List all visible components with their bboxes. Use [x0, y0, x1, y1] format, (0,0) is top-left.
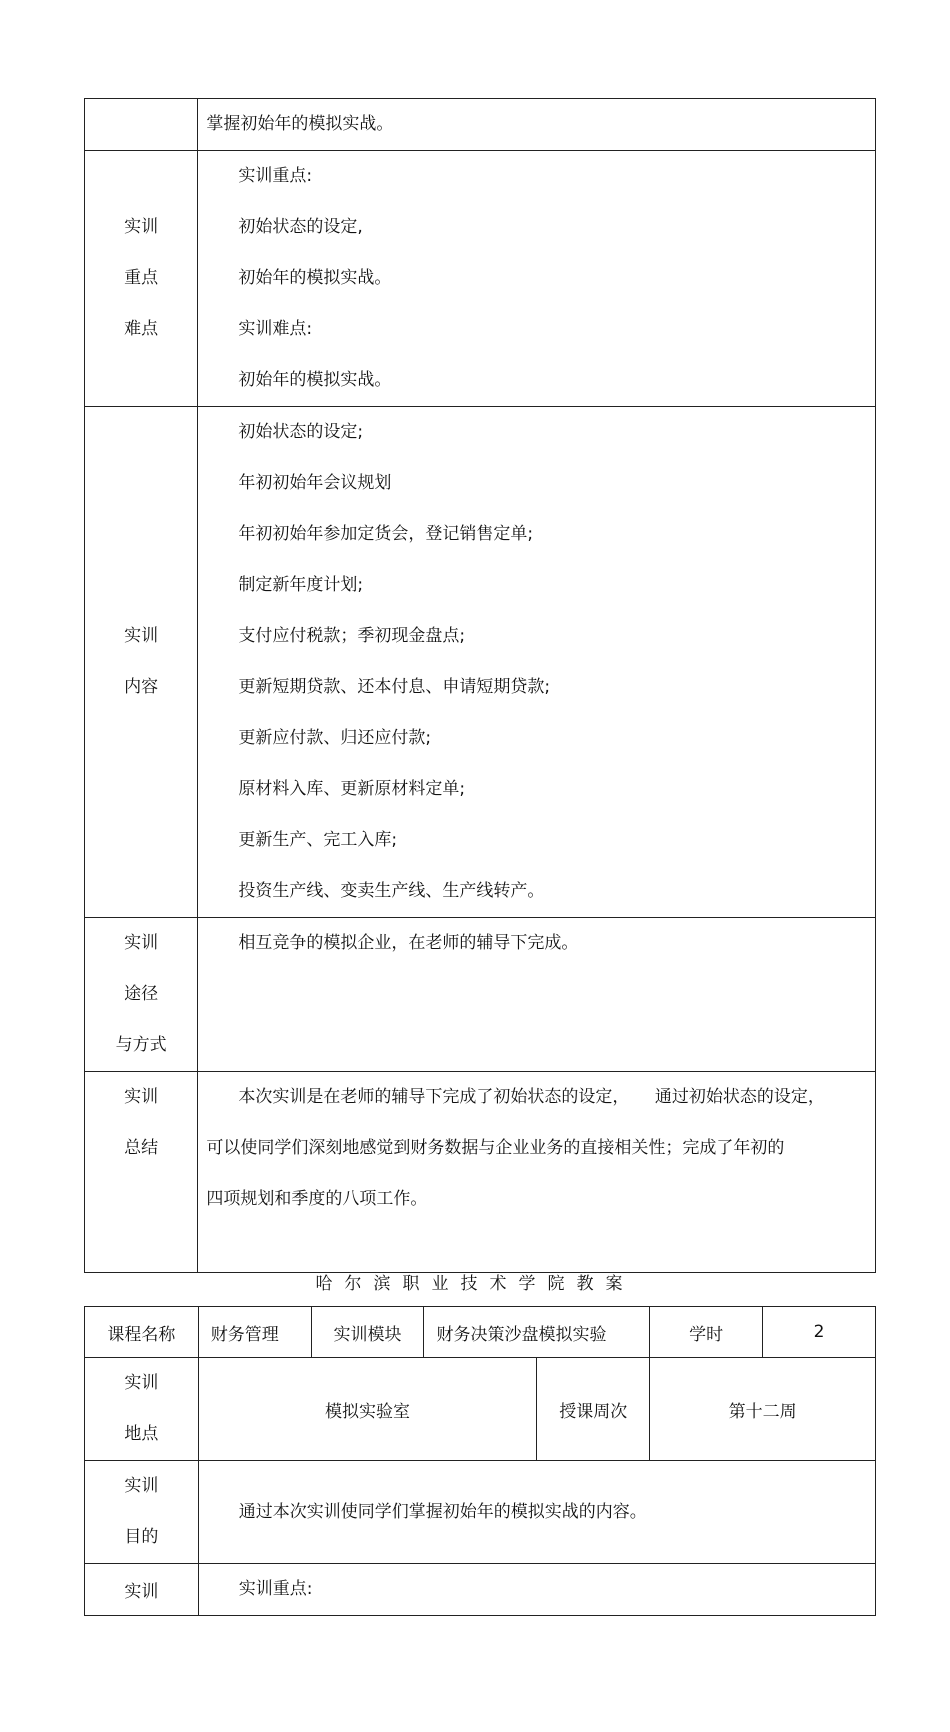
table-row: [85, 407, 876, 918]
table-row: [85, 1307, 876, 1358]
list-item: 支付应付税款；季初现金盘点;: [238, 626, 466, 646]
purpose-content: 通过本次实训使同学们掌握初始年的模拟实战的内容。: [198, 1461, 875, 1564]
method-label: 实训 途径 与方式: [85, 918, 198, 1072]
empty-label-cell: [85, 99, 198, 151]
list-item: 初始状态的设定;: [238, 422, 364, 442]
table-row: [85, 99, 876, 151]
list-item: 更新短期贷款、还本付息、申请短期贷款;: [238, 677, 551, 697]
lesson-plan-table: [84, 1306, 876, 1616]
summary-label: 实训 总结: [85, 1072, 198, 1273]
school-title: 哈尔滨职业技术学院教案: [315, 1274, 635, 1294]
hours-value: 2: [763, 1307, 876, 1358]
key-points-content: 实训重点: 初始状态的设定, 初始年的模拟实战。 实训难点: 初始年的模拟实战。: [198, 151, 876, 407]
list-item: 原材料入库、更新原材料定单;: [238, 779, 466, 799]
module-label: 实训模块: [311, 1307, 424, 1358]
list-item: 更新应付款、归还应付款;: [238, 728, 432, 748]
method-content: 相互竞争的模拟企业，在老师的辅导下完成。: [198, 918, 876, 1072]
hours-label: 学时: [650, 1307, 763, 1358]
key-points-label: 实训: [85, 1564, 199, 1616]
week-value: 第十二周: [650, 1358, 876, 1461]
table-row: [85, 918, 876, 1072]
list-item: 年初初始年会议规划: [238, 473, 392, 493]
table-row: [85, 151, 876, 407]
location-label: 实训 地点: [85, 1358, 199, 1461]
module-name: 财务决策沙盘模拟实验: [424, 1307, 650, 1358]
key-points-content: 实训重点:: [198, 1564, 875, 1616]
objective-continued-text: 掌握初始年的模拟实战。: [206, 114, 394, 134]
list-item: 更新生产、完工入库;: [238, 830, 398, 850]
list-item: 年初初始年参加定货会，登记销售定单;: [238, 524, 534, 544]
training-content-list: [198, 407, 876, 918]
purpose-label: 实训 目的: [85, 1461, 199, 1564]
location-value: 模拟实验室: [198, 1358, 537, 1461]
lesson-plan-table-continued: [84, 98, 876, 1273]
list-item: 制定新年度计划;: [238, 575, 364, 595]
week-label: 授课周次: [537, 1358, 650, 1461]
summary-content: 本次实训是在老师的辅导下完成了初始状态的设定， 通过初始状态的设定， 可以使同学们深刻地感觉到财务数据与企业业务的直接相关性；完成了年初的 四项规划和季度的八项工作。: [198, 1072, 876, 1273]
key-points-label: 实训 重点 难点: [85, 151, 198, 407]
table-row: [85, 1358, 876, 1461]
course-name: 财务管理: [198, 1307, 311, 1358]
training-content-label: 实训 内容: [85, 407, 198, 918]
course-name-label: 课程名称: [85, 1307, 199, 1358]
table-row: [85, 1072, 876, 1273]
list-item: 投资生产线、变卖生产线、生产线转产。: [238, 881, 545, 901]
table-row: [85, 1564, 876, 1616]
table-row: [85, 1461, 876, 1564]
